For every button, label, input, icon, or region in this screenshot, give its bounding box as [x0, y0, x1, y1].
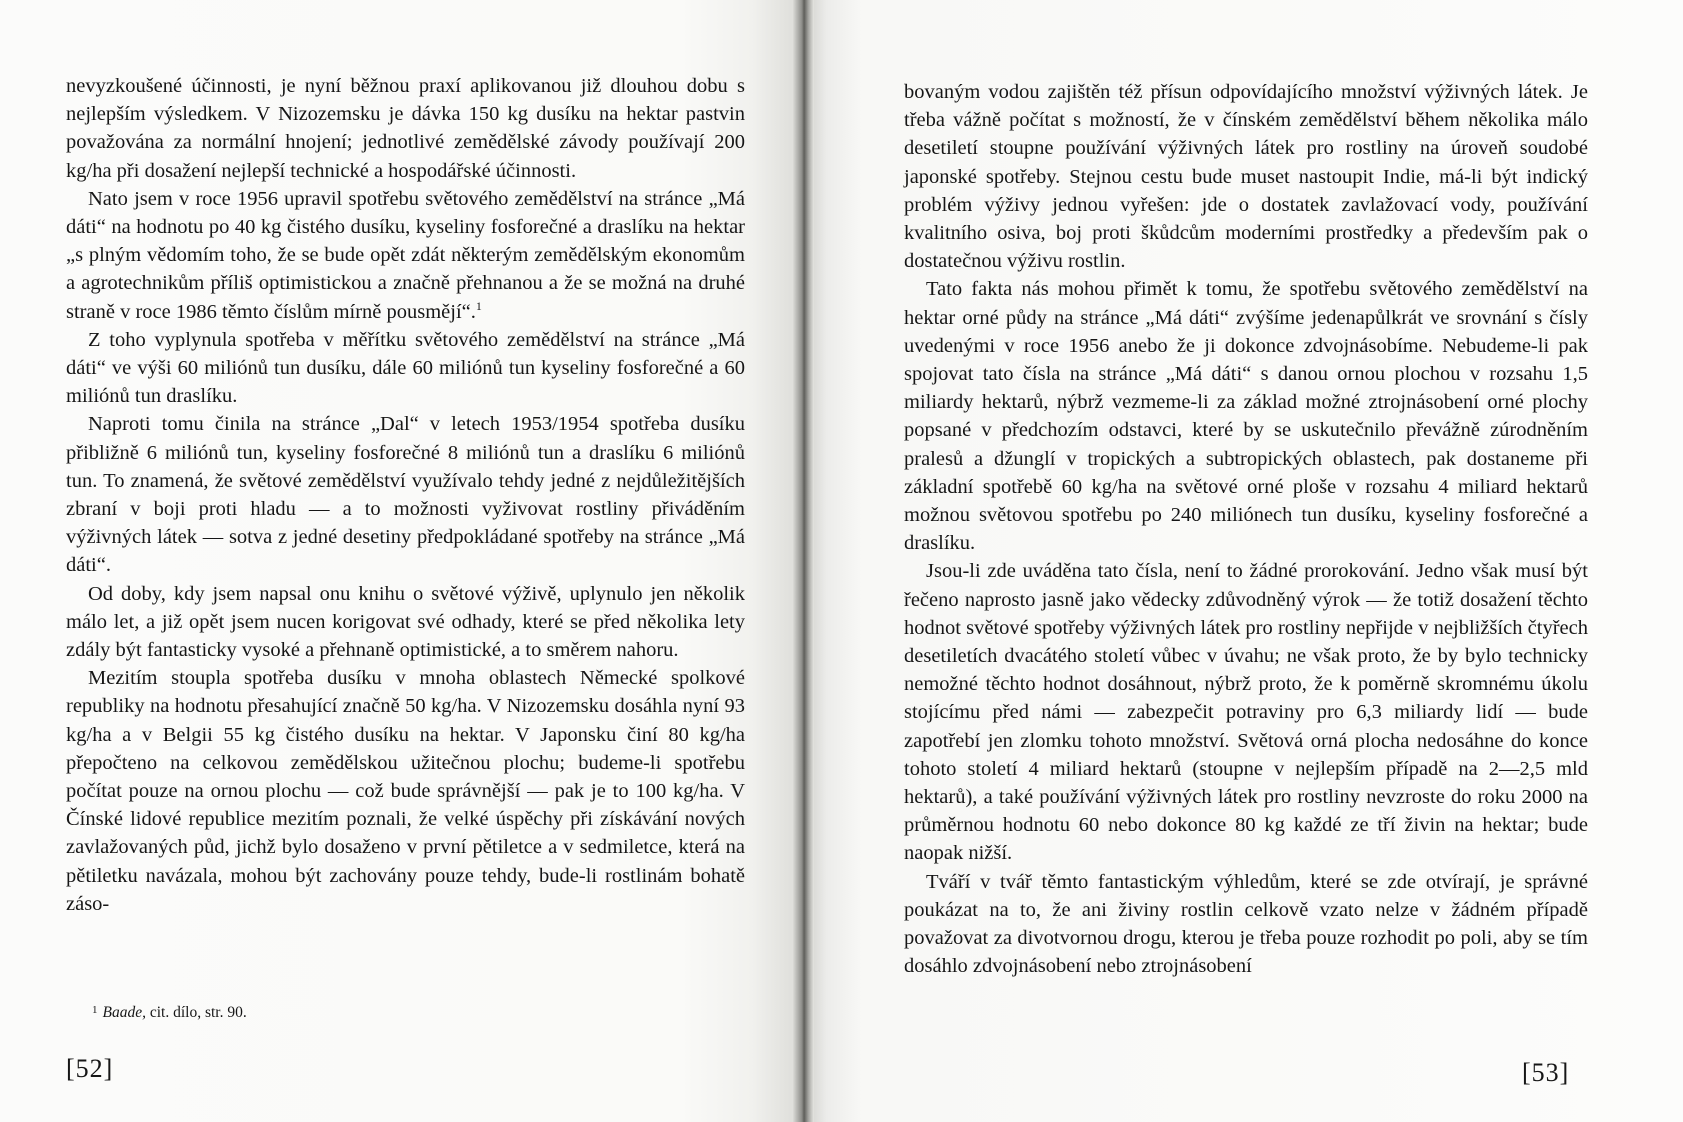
left-paragraph-2 — [66, 185, 745, 326]
right-page-body — [904, 78, 1588, 981]
left-paragraph-5: Od doby, kdy jsem napsal onu knihu o světové výživě, uplynulo jen několik málo let, a již opět jsem nucen korigovat své odhady, které se před několika lety zdály být fantasticky vysoké a přehnaně optimistické, a to směrem nahoru. — [66, 582, 745, 662]
page-number-left: [52] — [66, 1054, 114, 1083]
right-paragraph-4: Tváří v tvář těmto fantastickým výhledům, které se zde otvírají, je správné poukázat na to, že ani živiny rostlin celkově vzato nelze v žádném případě považovat za divotvornou drogu, kterou je třeba pouze rozhodit po poli, aby se tím dosáhlo zdvojnásobení nebo ztrojnásobení — [904, 870, 1588, 978]
left-paragraph-4: Naproti tomu činila na stránce „Dal“ v letech 1953/1954 spotřeba dusíku přibližně 6 miliónů tun, kyseliny fosforečné 8 miliónů tun a draslíku 6 miliónů tun. To znamená, že světové zemědělství využívalo tehdy jedné z nejdůležitějších zbraní v boji proti hladu — a to možnosti vyživovat rostliny přiváděním výživných látek — sotva z jedné desetiny předpokládané spotřeby na stránce „Má dáti“. — [66, 413, 745, 577]
book-gutter — [792, 0, 814, 1122]
left-paragraph-2-text: Nato jsem v roce 1956 upravil spotřebu světového zemědělství na stránce „Má dáti“ na hodnotu po 40 kg čistého dusíku, kyseliny fosforečné a draslíku na hektar „s plným vědomím toho, že se bude opět zdát některým zemědělským ekonomům a agrotechnikům příliš optimistickou a značně přehnanou a že se možná na druhé straně v roce 1986 těmto číslům mírně pousmějí“. — [66, 187, 745, 323]
left-paragraph-6: Mezitím stoupla spotřeba dusíku v mnoha oblastech Německé spolkové republiky na hodnotu přesahující značně 50 kg/ha. V Nizozemsku dosáhla nyní 93 kg/ha a v Belgii 55 kg čistého dusíku na hektar. V Japonsku činí 80 kg/ha přepočteno na celkovou zemědělskou užitečnou plochu; budeme-li spotřebu počítat pouze na ornou plochu — což bude správnější — pak je to 100 kg/ha. V Čínské lidové republice mezitím poznali, že velké úspěchy při získávání nových zavlažovaných půd, jichž bylo dosaženo v první pětiletce a v sedmiletce, která na pětiletku navázala, mohou být zachovány pouze tehdy, bude-li rostlinám bohatě záso- — [66, 667, 745, 915]
footnote-mark: 1 — [92, 1004, 98, 1016]
right-paragraph-1: bovaným vodou zajištěn též přísun odpovídajícího množství výživných látek. Je třeba vážně počítat s možností, že v čínském zemědělství během několika málo desetiletí stoupne používání výživných látek pro rostliny na úroveň soudobé japonské spotřeby. Stejnou cestu bude muset nastoupit Indie, má-li být indický problém výživy jednou vyřešen: jde o dostatek zavlažovací vody, používání kvalitního osiva, boj proti škůdcům moderními prostředky a především pak o dostatečnou výživu rostlin. — [904, 81, 1588, 273]
right-paragraph-2: Tato fakta nás mohou přimět k tomu, že spotřebu světového zemědělství na hektar orné půdy na stránce „Má dáti“ zvýšíme jedenapůlkrát ve srovnání s čísly uvedenými v roce 1956 anebo že ji dokonce zdvojnásobíme. Nebudeme-li pak spojovat tato čísla na stránce „Má dáti“ s danou ornou plochou v rozsahu 1,5 miliardy hektarů, nýbrž vezmeme-li za základ možné ztrojnásobení orné plochy popsané v předchozím odstavci, které by se uskutečnilo převážně zúrodněním pralesů a džunglí v tropických a subtropických oblastech, pak dostaneme při základní spotřebě 60 kg/ha na světové orné ploše v rozsahu 4 miliard hektarů možnou světovou spotřebu po 240 miliónech tun dusíku, kyseliny fosforečné a draslíku. — [904, 278, 1588, 555]
footnote-reference: 1 — [475, 298, 482, 313]
page-number-right: [53] — [1522, 1058, 1570, 1087]
left-page-body — [66, 72, 745, 918]
left-paragraph-1: nevyzkoušené účinnosti, je nyní běžnou praxí aplikovanou již dlouhou dobu s nejlepším výsledkem. V Nizozemsku je dávka 150 kg dusíku na hektar pastvin považována za normální hnojení; jednotlivé zemědělské závody používají 200 kg/ha při dosažení nejlepší technické a hospodářské účinnosti. — [66, 75, 745, 182]
footnote-text: cit. dílo, str. 90. — [149, 1004, 247, 1021]
right-paragraph-3: Jsou-li zde uváděna tato čísla, není to žádné prorokování. Jedno však musí být řečeno naprosto jasně jako vědecky zdůvodněný výrok — že totiž dosažení těchto hodnot světové spotřeby výživných látek pro rostliny nepřijde v nejbližších čtyřech desetiletích dvacátého století vůbec v úvahu; ne však proto, že by bylo technicky nemožné těchto hodnot dosáhnout, nýbrž proto, že k poměrně skromnému úkolu stojícímu před námi — zabezpečit potraviny pro 6,3 miliardy lidí — bude zapotřebí jen zlomku tohoto množství. Světová orná plocha nedosáhne do konce tohoto století 4 miliard hektarů (stoupne v nejlepším případě na 2—2,5 mld hektarů), a také používání výživných látek pro rostliny nevzroste do roku 2000 na průměrnou hodnotu 60 nebo dokonce 80 kg každé ze tří živin na hektar; bude naopak nižší. — [904, 560, 1588, 865]
right-page — [800, 0, 1683, 1122]
left-paragraph-3: Z toho vyplynula spotřeba v měřítku světového zemědělství na stránce „Má dáti“ ve výši 60 miliónů tun dusíku, dále 60 miliónů tun kyseliny fosforečné a 60 miliónů tun draslíku. — [66, 328, 745, 408]
footnote-author: Baade, — [102, 1004, 146, 1021]
left-page — [0, 0, 800, 1122]
footnote — [92, 1000, 247, 1023]
